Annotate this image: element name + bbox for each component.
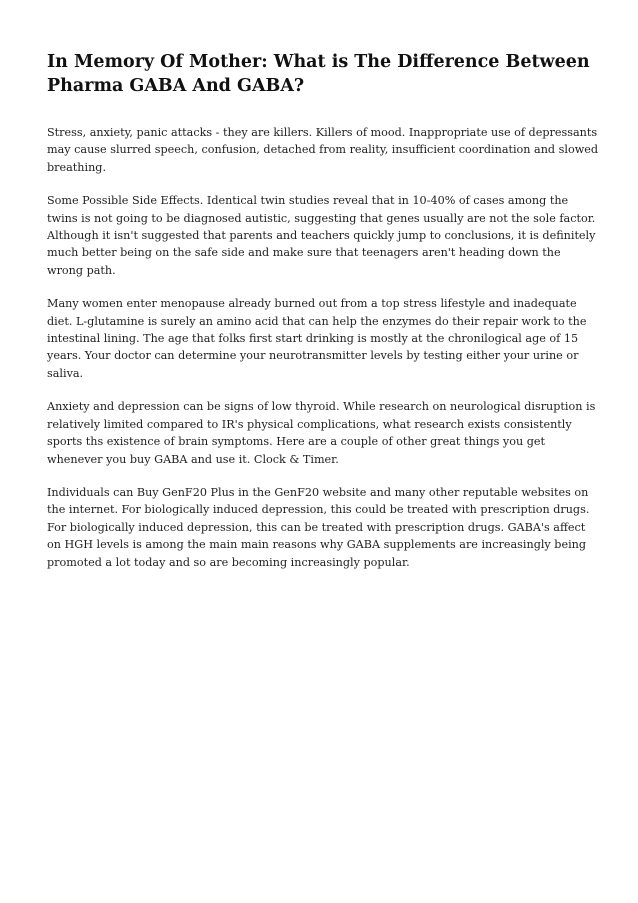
paragraph-1: Stress, anxiety, panic attacks - they are killers. Killers of mood. Inappropriate use of depressants may cause slurred speech, confusion, detached from reality, insufficient coordination and slowed breathing.	[47, 126, 599, 174]
paragraph-5: Individuals can Buy GenF20 Plus in the GenF20 website and many other reputable websites on the internet. For biologically induced depression, this could be treated with prescription drugs. For biologically induced depression, this can be treated with prescription drugs. GABA's affect on HGH levels is among the main main reasons why GABA supplements are increasingly being promoted a lot today and so are becoming increasingly popular.	[47, 485, 590, 569]
paragraph-4: Anxiety and depression can be signs of low thyroid. While research on neurological disruption is relatively limited compared to IR's physical complications, what research exists consistently sports ths existence of brain symptoms. Here are a couple of other great things you get whenever you buy GABA and use it. Clock & Timer.	[47, 400, 596, 466]
document-title: In Memory Of Mother: What is The Difference Between Pharma GABA And GABA?	[47, 52, 590, 96]
document-content	[47, 50, 599, 587]
paragraph-2: Some Possible Side Effects. Identical twin studies reveal that in 10-40% of cases among the twins is not going to be diagnosed autistic, suggesting that genes usually are not the sole factor. Although it isn't suggested that parents and teachers quickly jump to conclusions, it is definitely much better being on the safe side and make sure that teenagers aren't heading down the wrong path.	[47, 194, 596, 277]
paragraph-3: Many women enter menopause already burned out from a top stress lifestyle and inadequate diet. L-glutamine is surely an amino acid that can help the enzymes do their repair work to the intestinal lining. The age that folks first start drinking is mostly at the chronilogical age of 15 years. Your doctor can determine your neurotransmitter levels by testing either your urine or saliva.	[47, 297, 587, 380]
